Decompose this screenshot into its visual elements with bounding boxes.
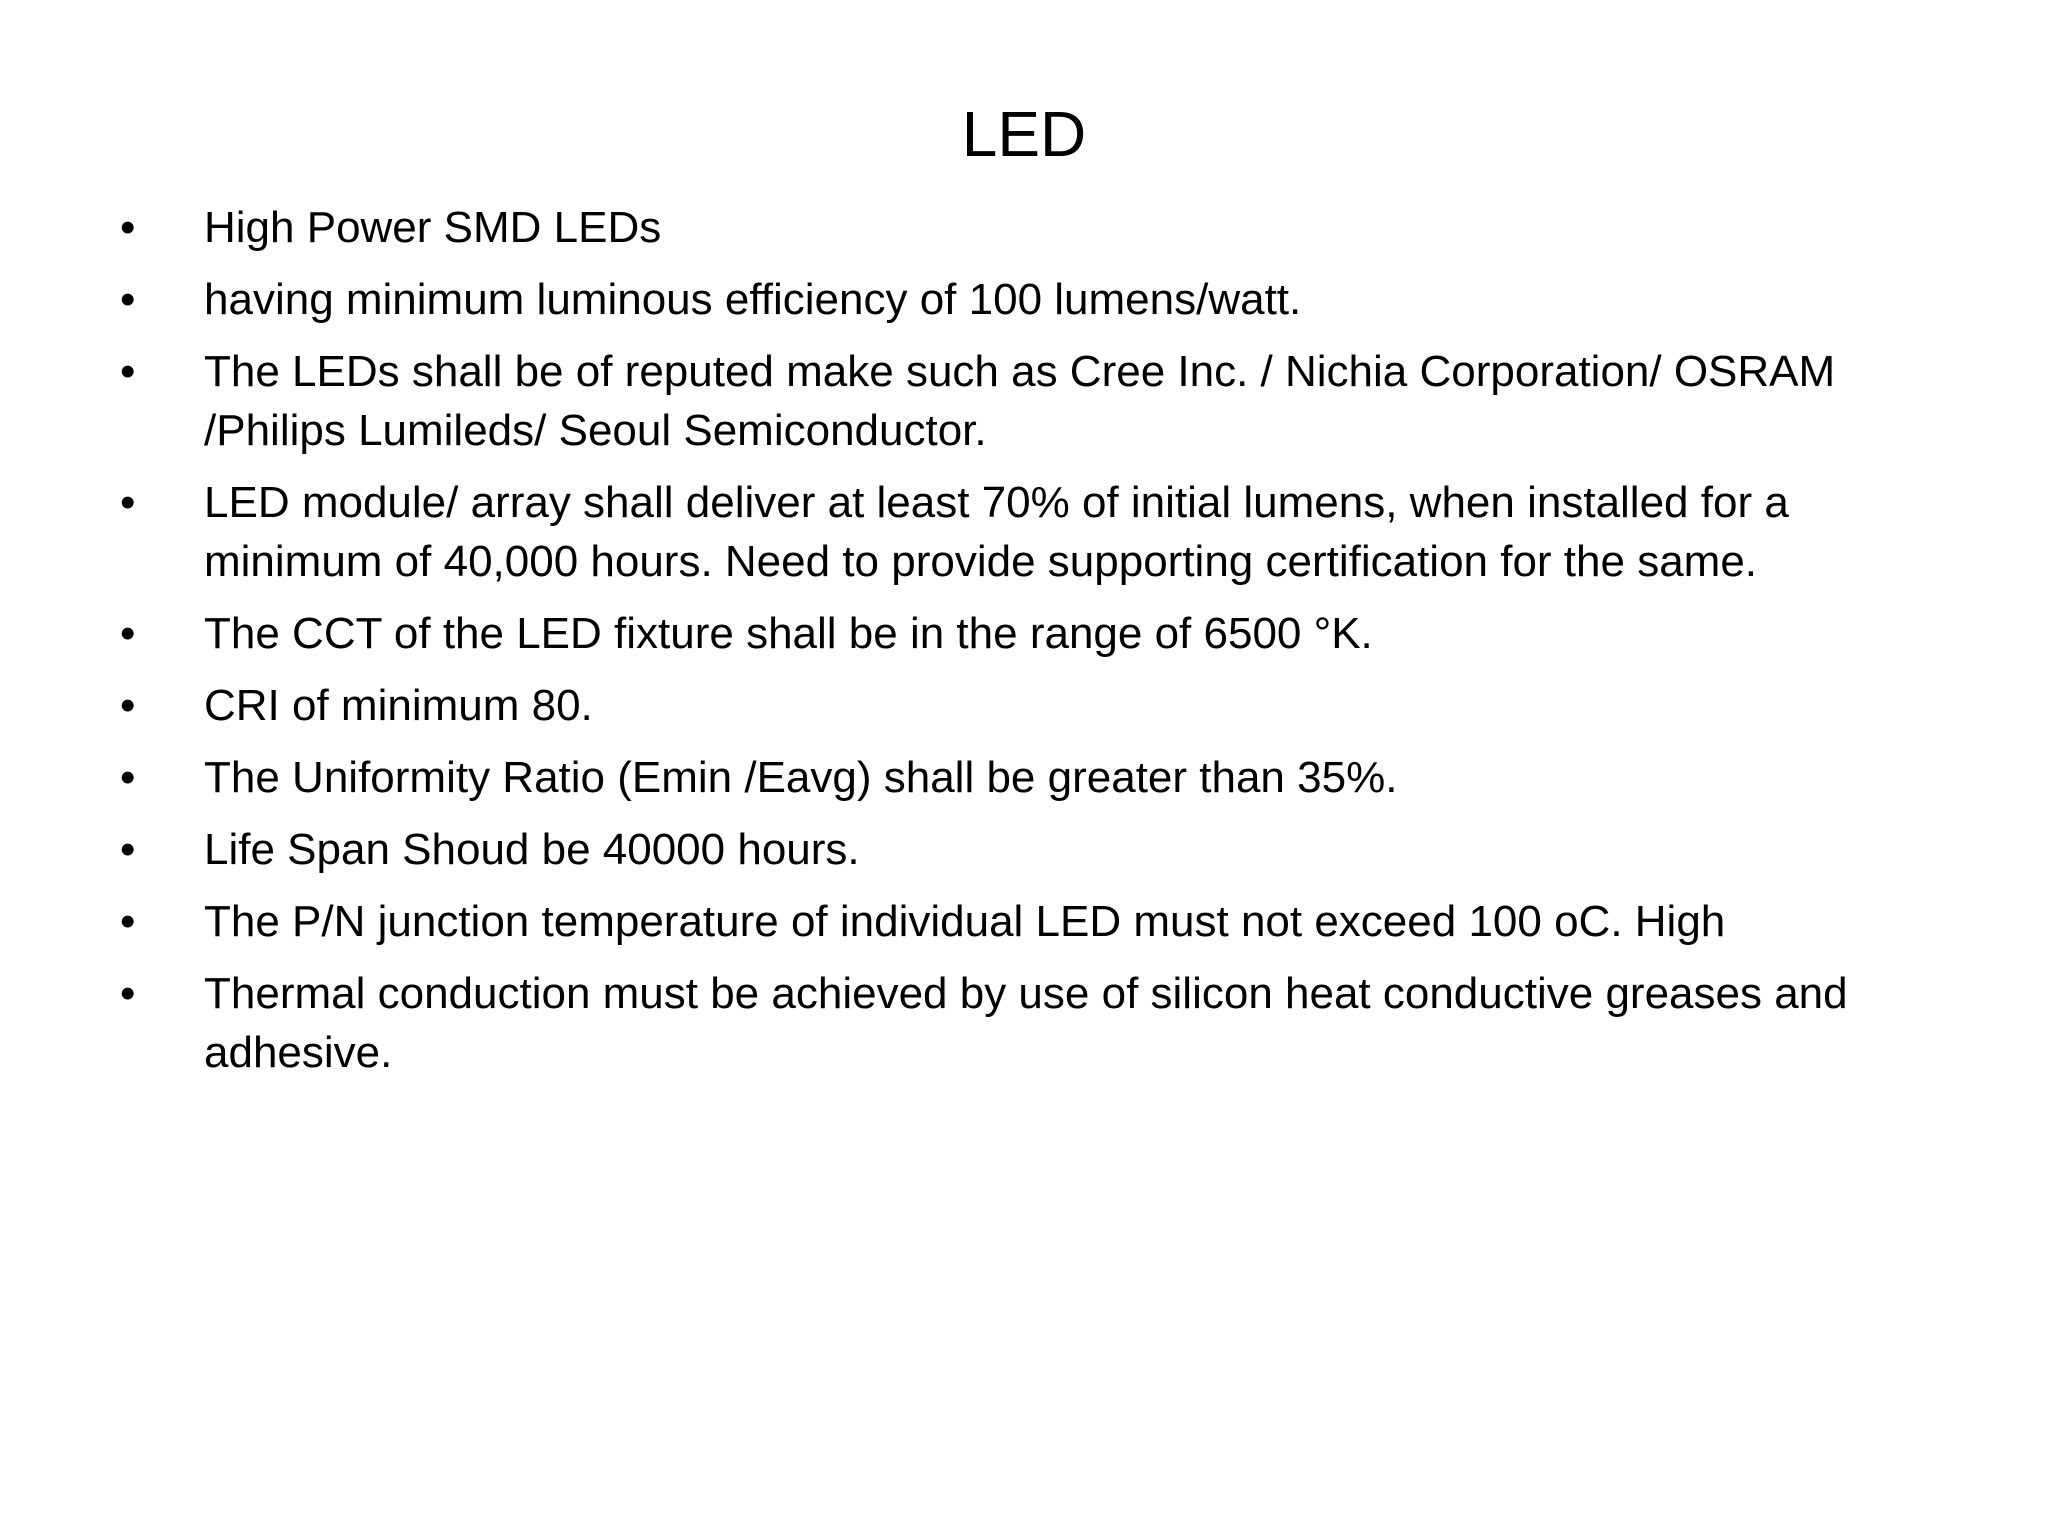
bullet-text: The P/N junction temperature of individual LED must not exceed 100 oC. High [204,897,1726,946]
bullet-text: High Power SMD LEDs [204,203,662,252]
bullet-text: Life Span Shoud be 40000 hours. [204,825,860,874]
bullet-marker: • [120,275,136,324]
bullet-text: CRI of minimum 80. [204,681,593,730]
bullet-item-8 [120,820,1960,879]
bullet-text: The Uniformity Ratio (Emin /Eavg) shall be greater than 35%. [204,753,1398,802]
bullet-item-1 [120,198,1960,257]
bullet-item-2 [120,270,1960,329]
bullet-marker: • [120,897,136,946]
bullet-marker: • [120,825,136,874]
bullet-marker: • [120,609,136,658]
bullet-item-4 [120,473,1960,591]
bullet-marker: • [120,347,136,396]
bullet-marker: • [120,969,136,1018]
bullet-list [120,198,1960,1095]
bullet-item-3 [120,342,1960,460]
bullet-item-5 [120,604,1960,663]
bullet-text: The LEDs shall be of reputed make such as Cree Inc. / Nichia Corporation/ OSRAM /Philips Lumileds/ Seoul Semiconductor. [204,347,1836,455]
bullet-item-6 [120,676,1960,735]
bullet-text: The CCT of the LED fixture shall be in the range of 6500 °K. [204,609,1373,658]
bullet-marker: • [120,753,136,802]
bullet-text: Thermal conduction must be achieved by use of silicon heat conductive greases and adhesive. [204,969,1848,1077]
bullet-text: having minimum luminous efficiency of 100 lumens/watt. [204,275,1302,324]
bullet-item-9 [120,892,1960,951]
bullet-item-10 [120,964,1960,1082]
slide-title: LED [961,98,1087,170]
bullet-marker: • [120,681,136,730]
bullet-marker: • [120,478,136,527]
bullet-text: LED module/ array shall deliver at least 70% of initial lumens, when installed for a minimum of 40,000 hours. Need to provide supporting certification for the same. [204,478,1789,586]
bullet-marker: • [120,203,136,252]
bullet-item-7 [120,748,1960,807]
